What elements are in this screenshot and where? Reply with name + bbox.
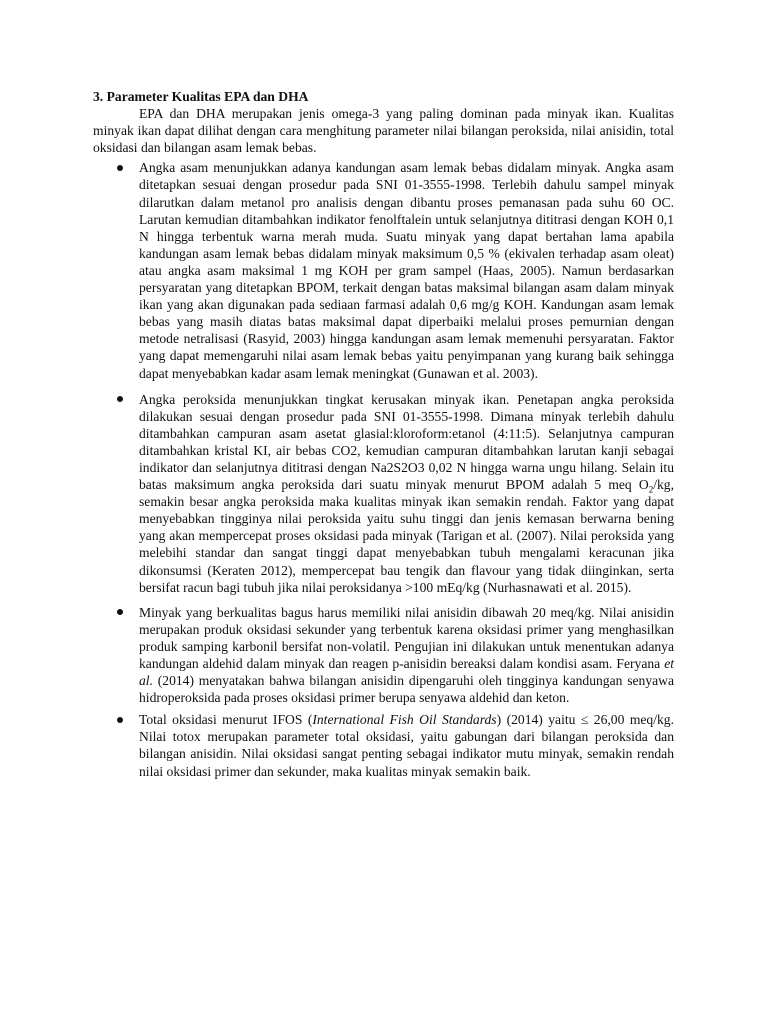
list-item-text <box>139 604 674 707</box>
parameter-list <box>93 159 674 779</box>
list-item-peroxide-value <box>93 391 674 596</box>
list-item-acid-value <box>93 159 674 381</box>
section-heading: 3. Parameter Kualitas EPA dan DHA <box>93 89 309 104</box>
text-segment: Total oksidasi menurut IFOS ( <box>139 712 313 728</box>
bullet-dot-icon <box>117 165 123 171</box>
text-segment: /kg, semakin besar angka peroksida maka kualitas minyak ikan semakin rendah. Faktor yang dapat menyebabkan tingginya nilai peroksida yaitu suhu tinggi dan jenis kemasan berwarna bening yang akan mempercepat proses oksidasi pada minyak (Tarigan et al. (2007). Nilai peroksida yang melebihi standar dan sangat tinggi dapat menyebabkan tubuh mengalami keracunan jika dikonsumsi (Keraten 2012), mempercepat bau tengik dan flavour yang tidak diinginkan, serta bersifat racun bagi tubuh jika nilai peroksidanya >100 mEq/kg (Nurhasnawati et al. 2015). <box>139 477 674 595</box>
text-segment: (2014) menyatakan bahwa bilangan anisidin dipengaruhi oleh tingginya kandungan senyawa hidroperoksida pada proses oksidasi primer berupa senyawa aldehid dan keton. <box>139 673 674 706</box>
list-item-text <box>139 711 674 779</box>
list-item-total-oxidation <box>93 711 674 779</box>
list-item-anisidine-value <box>93 604 674 707</box>
text-segment: Angka peroksida menunjukkan tingkat kerusakan minyak ikan. Penetapan angka peroksida dilakukan sesuai dengan prosedur pada SNI 01-3555-1998. Dimana minyak terlebih dahulu ditambahkan campuran asam asetat glasial:kloroform:etanol (4:11:5). Selanjutnya campuran ditambahkan kristal KI, air bebas CO2, kemudian campuran ditambahkan larutan kanji sebagai indikator dan selanjutnya dititrasi dengan Na2S2O3 0,02 N hingga warna ungu hilang. Selain itu batas maksimum angka peroksida dari suatu minyak menurut BPOM adalah 5 meq O <box>139 391 674 493</box>
bullet-dot-icon <box>117 717 123 723</box>
list-item-text <box>139 391 674 596</box>
list-item-text: Angka asam menunjukkan adanya kandungan asam lemak bebas didalam minyak. Angka asam ditetapkan sesuai dengan prosedur pada SNI 01-3555-1998. Terlebih dahulu sampel minyak dilarutkan dalam metanol pro analisis dengan dibantu proses pemanasan pada suhu 60 OC. Larutan kemudian ditambahkan indikator fenolftalein untuk selanjutnya dititrasi dengan KOH 0,1 N hingga terbentuk warna merah muda. Suatu minyak yang dapat bertahan lama apabila kandungan asam lemak bebas didalam minyak maksimum 0,5 % (ekivalen terhadap asam oleat) atau angka asam maksimal 1 mg KOH per gram sampel (Haas, 2005). Namun berdasarkan persyaratan yang ditetapkan BPOM, terkait dengan batas maksimal bilangan asam dalam minyak ikan yang akan digunakan pada sediaan farmasi adalah 0,6 mg/g KOH. Kandungan asam lemak bebas yang masih diatas batas maksimal dapat diperbaiki melalui proses pemurnian dengan metode netralisasi (Rasyid, 2003) hingga kandungan asam lemak memenuhi persyaratan. Faktor yang dapat memengaruhi nilai asam lemak bebas yaitu penyimpanan yang kurang baik sehingga dapat menyebabkan kadar asam lemak meningkat (Gunawan et al. 2003). <box>139 160 674 381</box>
bullet-dot-icon <box>117 396 123 402</box>
bullet-dot-icon <box>117 609 123 615</box>
italic-text: et al. <box>139 656 674 689</box>
italic-text: International Fish Oil Standards <box>312 712 497 728</box>
subscript-text: 2 <box>648 484 654 495</box>
intro-paragraph: EPA dan DHA merupakan jenis omega-3 yang paling dominan pada minyak ikan. Kualitas minyak ikan dapat dilihat dengan cara menghitung parameter nilai bilangan peroksida, nilai anisidin, total oksidasi dan bilangan asam lemak bebas. <box>93 106 674 156</box>
text-segment: Minyak yang berkualitas bagus harus memiliki nilai anisidin dibawah 20 meq/kg. Nilai anisidin merupakan produk oksidasi sekunder yang terbentuk karena oksidasi primer yang menghasilkan produk samping karbonil bersifat non-volatil. Pengujian ini dilakukan untuk menentukan adanya kandungan aldehid dalam minyak dan reagen p-anisidin bereaksi dalam kondisi asam. Feryana <box>139 604 674 671</box>
document-page <box>93 88 674 780</box>
text-segment: ) (2014) yaitu ≤ 26,00 meq/kg. Nilai totox merupakan parameter total oksidasi, yaitu gabungan dari bilangan peroksida dan bilangan anisidin. Nilai oksidasi sangat penting sebagai indikator mutu minyak, semakin rendah nilai oksidasi primer dan sekunder, maka kualitas minyak semakin baik. <box>139 712 674 779</box>
